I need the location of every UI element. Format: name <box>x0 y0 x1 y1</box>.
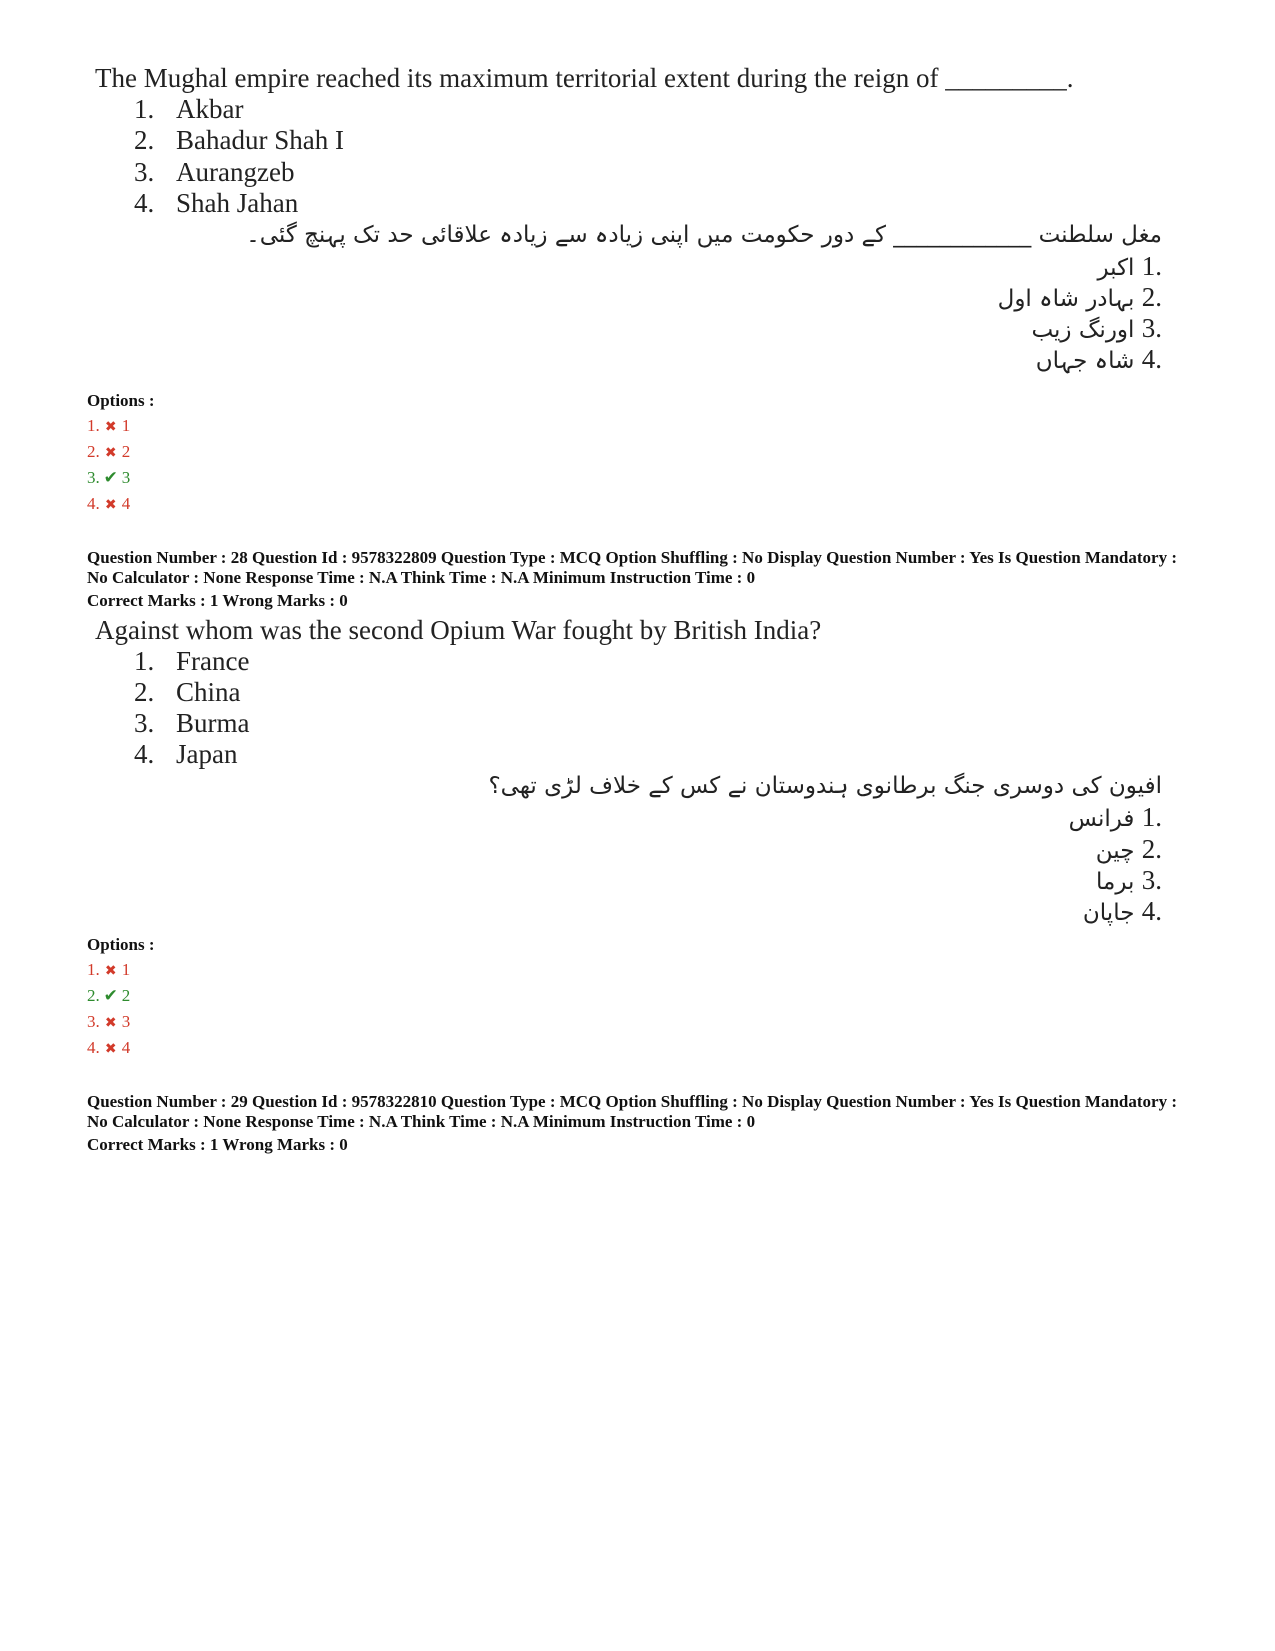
question-28-option-en <box>134 738 237 770</box>
answer-option <box>87 441 130 465</box>
question-27-option-ur <box>1097 250 1162 284</box>
option-text: Akbar <box>176 94 244 124</box>
check-icon: ✔ <box>103 468 118 487</box>
option-number: .4 <box>1141 896 1162 926</box>
question-28-option-ur <box>1096 864 1162 898</box>
answer-number: 2. <box>87 442 100 461</box>
question-28-option-ur <box>1096 833 1162 867</box>
question-28-text-ur: افیون کی دوسری جنگ برطانوی ہندوستان نے کس کے خلاف لڑی تھی؟ <box>488 773 1162 799</box>
question-28-text-en: Against whom was the second Opium War fought by British India? <box>95 615 822 645</box>
option-number: .4 <box>1141 344 1162 374</box>
question-27-option-ur <box>1031 312 1162 346</box>
answer-value: 3 <box>121 468 131 487</box>
answer-option <box>87 959 130 983</box>
question-27-option-ur <box>1036 343 1162 377</box>
option-number: .1 <box>1141 802 1162 832</box>
answer-number: 4. <box>87 1038 100 1057</box>
question-27-option-en <box>134 124 344 156</box>
option-number: .3 <box>1141 313 1162 343</box>
option-number: 2. <box>134 125 155 155</box>
question-29-meta: Question Number : 29 Question Id : 9578322810 Question Type : MCQ Option Shuffling : No Display Question Number : Yes Is Question Mandatory : No Calculator : None Response Time : N.A Think Time : N.A Minimum Instruction Time : 0 <box>87 1092 1177 1131</box>
answer-option <box>87 415 130 439</box>
answer-value: 1 <box>121 960 131 979</box>
answer-value: 4 <box>121 1038 131 1057</box>
question-28-option-ur <box>1083 895 1162 929</box>
option-number: 4. <box>134 739 155 769</box>
option-text: شاہ جہاں <box>1035 348 1135 374</box>
cross-icon: ✖ <box>104 446 117 461</box>
option-number: 3. <box>134 708 155 738</box>
question-27-option-en <box>134 187 298 219</box>
question-28-option-en <box>134 707 250 739</box>
option-number: 1. <box>134 94 155 124</box>
option-text: France <box>176 646 250 676</box>
answer-option <box>87 493 130 517</box>
answer-value: 3 <box>121 1012 131 1031</box>
option-text: Bahadur Shah I <box>176 125 344 155</box>
cross-icon: ✖ <box>104 420 117 435</box>
question-28-marks: Correct Marks : 1 Wrong Marks : 0 <box>87 591 348 610</box>
option-text: فرانس <box>1068 806 1135 832</box>
question-27-text-en: The Mughal empire reached its maximum territorial extent during the reign of _________. <box>95 63 1074 93</box>
cross-icon: ✖ <box>104 1016 117 1031</box>
answer-value: 2 <box>121 442 131 461</box>
question-27-option-ur <box>998 281 1162 315</box>
answer-option-correct <box>87 467 130 489</box>
question-28-option-en <box>134 676 241 708</box>
option-number: .2 <box>1141 282 1162 312</box>
answer-number: 1. <box>87 416 100 435</box>
option-number: 1. <box>134 646 155 676</box>
option-number: .1 <box>1141 251 1162 281</box>
option-text: China <box>176 677 241 707</box>
question-28-option-en <box>134 645 249 677</box>
option-text: Japan <box>176 739 238 769</box>
answer-value: 2 <box>121 986 131 1005</box>
question-29-marks: Correct Marks : 1 Wrong Marks : 0 <box>87 1135 348 1154</box>
answer-value: 1 <box>121 416 131 435</box>
question-28-option-ur <box>1069 801 1162 835</box>
cross-icon: ✖ <box>104 964 117 979</box>
check-icon: ✔ <box>103 986 118 1005</box>
question-27-option-en <box>134 156 294 188</box>
answer-number: 1. <box>87 960 100 979</box>
option-text: چین <box>1095 838 1135 864</box>
answer-number: 2. <box>87 986 100 1005</box>
answer-option <box>87 1037 130 1061</box>
option-number: .2 <box>1141 834 1162 864</box>
cross-icon: ✖ <box>104 498 117 513</box>
answer-value: 4 <box>121 494 131 513</box>
options-label: Options : <box>87 391 155 410</box>
option-text: Shah Jahan <box>176 188 299 218</box>
question-27-text-ur: مغل سلطنت ____________ کے دور حکومت میں اپنی زیادہ سے زیادہ علاقائی حد تک پہنچ گئی۔ <box>246 222 1162 248</box>
option-text: اکبر <box>1097 255 1135 281</box>
option-text: بہادر شاہ اول <box>997 286 1135 312</box>
option-number: 2. <box>134 677 155 707</box>
answer-option <box>87 1011 130 1035</box>
answer-number: 4. <box>87 494 100 513</box>
question-27-option-en <box>134 93 243 125</box>
options-label: Options : <box>87 935 155 954</box>
answer-number: 3. <box>87 468 100 487</box>
option-text: Aurangzeb <box>176 157 295 187</box>
cross-icon: ✖ <box>104 1042 117 1057</box>
question-28-meta: Question Number : 28 Question Id : 9578322809 Question Type : MCQ Option Shuffling : No Display Question Number : Yes Is Question Mandatory : No Calculator : None Response Time : N.A Think Time : N.A Minimum Instruction Time : 0 <box>87 548 1177 587</box>
option-number: 3. <box>134 157 155 187</box>
option-text: جاپان <box>1082 900 1135 926</box>
option-text: برما <box>1096 869 1135 895</box>
option-number: .3 <box>1141 865 1162 895</box>
option-text: Burma <box>176 708 250 738</box>
answer-option-correct <box>87 985 130 1007</box>
option-text: اورنگ زیب <box>1031 317 1135 343</box>
option-number: 4. <box>134 188 155 218</box>
answer-number: 3. <box>87 1012 100 1031</box>
